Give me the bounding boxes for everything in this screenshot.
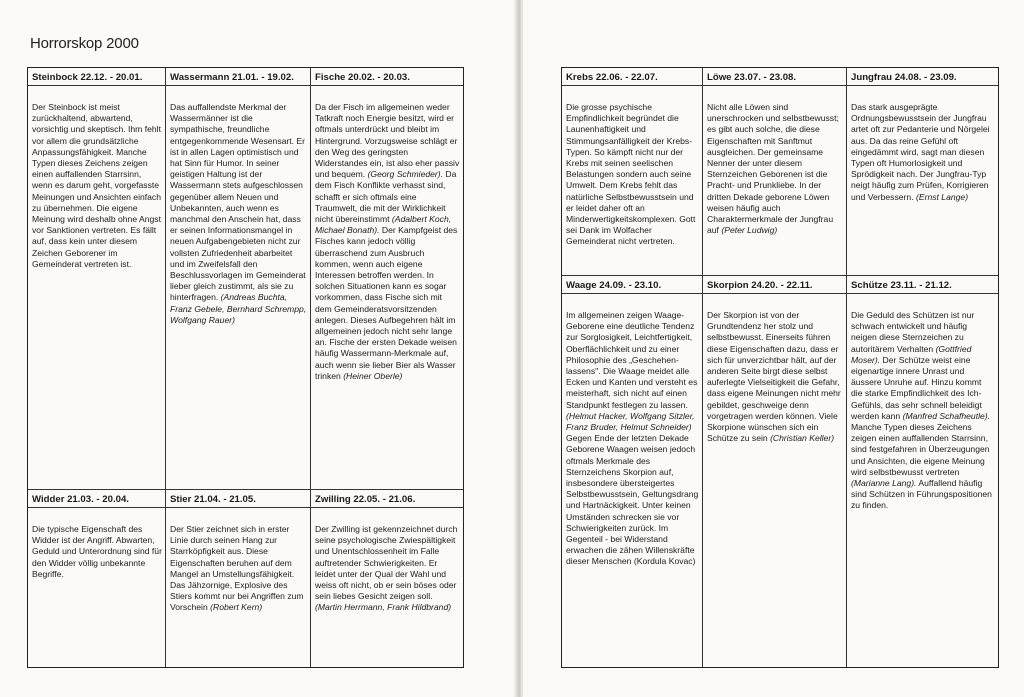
sign-text	[311, 86, 463, 382]
sign-cell-krebs	[562, 68, 703, 276]
sign-cell-waage	[562, 276, 703, 667]
sign-heading: Löwe 23.07. - 23.08.	[703, 68, 846, 86]
sign-author: (Marianne Lang).	[851, 478, 917, 489]
sign-description: Da der Fisch im allgemeinen weder Tatkraft noch Energie besitzt, wird er oftmals unterdrückt und bleibt im Hintergrund. Vorzugsweise schlägt er den Weg des geringsten Widerstandes ein, ist also eher passiv und bequem.	[315, 102, 460, 180]
sign-description: Der Zwilling ist gekennzeichnet durch seine psychologische Zwiespältigkeit und Unentschlossenheit im Falle auftretender Schwierigkeiten. Er leidet unter der Qual der Wahl und weiss oft nicht, ob er sein böses oder sein liebes Gesicht zeigen soll.	[315, 524, 458, 602]
sign-cell-wassermann	[166, 68, 311, 490]
sign-text	[847, 294, 998, 512]
sign-cell-jungfrau	[847, 68, 998, 276]
sign-cell-zwilling	[311, 490, 463, 667]
sign-heading: Widder 21.03. - 20.04.	[28, 490, 165, 508]
sign-description: Manche Typen dieses Zeichens zeigen einen auffallenden Starrsinn, sind festgefahren in Überzeugungen und Ansichten, die eigene Meinung wird selbstbewusst vertreten	[851, 422, 990, 477]
sign-description: Im allgemeinen zeigen Waage-Geborene eine deutliche Tendenz zur Sorglosigkeit, Leichtfertigkeit, Oberflächlichkeit und zu einer Philosophie des „Geschehen-lassens". Die Waage meidet alle Ecken und Kanten und versteht es meisterhaft, sich nicht auf einen Standpunkt festlegen zu lassen.	[566, 310, 698, 410]
sign-heading: Krebs 22.06. - 22.07.	[562, 68, 702, 86]
sign-heading: Fische 20.02. - 20.03.	[311, 68, 463, 86]
sign-author: (Georg Schmieder).	[367, 169, 444, 180]
sign-cell-stier	[166, 490, 311, 667]
sign-heading: Steinbock 22.12. - 20.01.	[28, 68, 165, 86]
sign-description: Auffallend häufig sind Schützen in Führungspositionen zu finden.	[851, 478, 992, 511]
sign-text	[311, 508, 463, 614]
sign-heading: Schütze 23.11. - 21.12.	[847, 276, 998, 294]
horoscope-table-left	[27, 67, 464, 668]
sign-text	[562, 294, 702, 568]
sign-heading: Stier 21.04. - 21.05.	[166, 490, 310, 508]
sign-description: Nicht alle Löwen sind unerschrocken und selbstbewusst; es gibt auch solche, die diese Eigenschaften mit Sanftmut ausgleichen. Der gemeinsame Nenner der unter diesem Sternzeichen Geborenen ist die Pracht- und Prunkliebe. In der dritten Dekade geborene Löwen weisen häufig auch Charaktermerkmale der Jungfrau auf	[707, 102, 839, 236]
sign-author: (Kordula Kovac)	[633, 556, 696, 567]
sign-description: Die grosse psychische Empfindlichkeit begründet die Launenhaftigkeit und Stimmungsanfälligkeit der Krebs-Typen. So kämpft nicht nur der Krebs mit seinen seelischen Belastungen sondern auch seine Umwelt. Dem Krebs fehlt das natürliche Selbstbewusstsein und er leidet daher oft an Minderwertigkeitskomplexen. Gott sei Dank im Wolfacher Gemeinderat nicht vertreten.	[566, 102, 696, 247]
sign-description: Der Steinbock ist meist zurückhaltend, abwartend, vorsichtig und skeptisch. Ihm fehlt vor allem die grundsätzliche Anpassungsfähigkeit. Manche Typen dieses Zeichens zeigen einen auffallenden Starrsinn, wenn es darum geht, vorgefasste Meinungen und Ansichten einfach zu übernehmen. Die eigene Meinung wird deshalb ohne Angst vor Sanktionen vertreten. Es fällt auf, dass kein unter diesem Zeichen Geborener im Gemeinderat vertreten ist.	[32, 102, 162, 269]
sign-heading: Jungfrau 24.08. - 23.09.	[847, 68, 998, 86]
sign-heading: Skorpion 24.20. - 22.11.	[703, 276, 846, 294]
sign-author: (Andreas Buchta, Franz Gebele, Bernhard Schrempp, Wolfgang Rauer)	[170, 292, 307, 325]
sign-description: Der Schütze weist eine eigenartige innere Unrast und äussere Unruhe auf. Hinzu kommt die starke Empfindlichkeit des Ich-Gefühls, das sehr schnell beleidigt werden kann	[851, 354, 982, 421]
sign-text	[166, 86, 310, 326]
sign-author: (Peter Ludwig)	[721, 225, 778, 236]
sign-text	[703, 86, 846, 236]
sign-author: (Martin Herrmann, Frank Hildbrand)	[315, 602, 452, 613]
sign-cell-fische	[311, 68, 463, 490]
sign-description: Die Geduld des Schützen ist nur schwach entwickelt und häufig neigen diese Sternzeichen zu autoritärem Verhalten	[851, 310, 975, 354]
sign-cell-skorpion	[703, 276, 847, 667]
sign-heading: Zwilling 22.05. - 21.06.	[311, 490, 463, 508]
sign-cell-steinbock	[28, 68, 166, 490]
sign-text	[166, 508, 310, 614]
sign-author: (Helmut Hacker, Wolfgang Sitzler, Franz Bruder, Helmut Schneider)	[566, 410, 695, 433]
sign-author: (Christian Keller)	[770, 433, 835, 444]
page-title: Horrorskop 2000	[30, 35, 139, 52]
sign-description: Das stark ausgeprägte Ordnungsbewusstsein der Jungfrau artet oft zur Pedanterie und Nörgelei aus. Da das reine Gefühl oft eingedämmt wird, sagt man diesen Typen oft Humorlosigkeit und Sprödigkeit nach. Der Jungfrau-Typ neigt häufig zum Prüfen, Korrigieren und Verbessern.	[851, 102, 990, 202]
sign-description: Da dem Fisch Konflikte verhasst sind, schafft er sich oftmals eine Traumwelt, die mit der Wirklichkeit nicht übereinstimmt	[315, 169, 457, 225]
sign-author: (Gottfried Moser).	[851, 343, 972, 365]
sign-author: (Manfred Schafheutle).	[902, 410, 991, 421]
sign-cell-widder	[28, 490, 166, 667]
sign-heading: Waage 24.09. - 23.10.	[562, 276, 702, 294]
sign-author: (Robert Kern)	[210, 602, 263, 613]
sign-text	[703, 294, 846, 444]
sign-description: Der Skorpion ist von der Grundtendenz her stolz und selbstbewusst. Einerseits führen diese Eigenschaften dazu, dass er sich für unverzichtbar hält, auf der anderen Seite birgt diese selbst auferlegte Vielseitigkeit die Gefahr, dass eigene Meinungen nicht mehr gebildet, geschweige denn vorgetragen werden können. Viele Skorpione wünschen sich ein Schütze zu sein	[707, 310, 841, 444]
sign-text	[28, 86, 165, 270]
sign-text	[847, 86, 998, 203]
sign-text	[562, 86, 702, 248]
sign-author: (Adalbert Koch, Michael Bonath).	[315, 214, 452, 236]
sign-description: Gegen Ende der letzten Dekade Geborene Waagen weisen jedoch oftmals Merkmale des Sternzeichens Skorpion auf, insbesondere übersteigertes Selbstbewusstsein, Geltungsdrang und Hartnäckigkeit. Unter keinen Umständen schrecken sie vor Schwierigkeiten zurück. Im Gegenteil - bei Widerstand erwachen die zähen Willenskräfte dieser Menschen	[566, 433, 699, 567]
horoscope-table-right	[561, 67, 999, 668]
sign-description: Der Stier zeichnet sich in erster Linie durch seinen Hang zur Starrköpfigkeit aus. Diese Eigenschaften beruhen auf dem Mangel an Umstellungsfähigkeit. Das Jähzornige, Explosive des Stiers kommt nur bei Angriffen zum Vorschein	[170, 524, 304, 613]
sign-cell-loewe	[703, 68, 847, 276]
sign-heading: Wassermann 21.01. - 19.02.	[166, 68, 310, 86]
sign-author: (Ernst Lange)	[915, 191, 969, 202]
sign-description: Der Kampfgeist des Fisches kann jedoch völlig überraschend zum Ausbruch kommen, wenn auch eigene Interessen betroffen werden. In solchen Situationen kann es sogar vorkommen, dass Fische sich mit dem Gemeinderatsvorsitzenden anlegen. Dieses Aufbegehren hält im allgemeinen jedoch nicht sehr lange an. Fische der ersten Dekade weisen häufig Wassermann-Merkmale auf, auch wenn sie lieber Bier als Wasser trinken	[315, 225, 458, 381]
sign-description: Das auffallendste Merkmal der Wassermänner ist die sympathische, freundliche entgegenkommende Wesensart. Er ist in allen Lagen optimistisch und hat Sinn für Humor. In seiner geistigen Haltung ist der Wassermann stets aufgeschlossen gegenüber allem Neuen und Unbekannten, auch wenn es manchmal den Anschein hat, dass er seinen Informationsmangel in neuen Aufgabengebieten nicht zur vollsten Zufriedenheit abarbeitet und im Zweifelsfall den Beschlussvorlagen im Gemeinderat lieber gleich zustimmt, als sie zu hinterfragen.	[170, 102, 306, 303]
sign-text	[28, 508, 165, 580]
sign-cell-schuetze	[847, 276, 998, 667]
sign-description: Die typische Eigenschaft des Widder ist der Angriff. Abwarten, Geduld und Unterordnung sind für den Widder völlig unbekannte Begriffe.	[32, 524, 162, 579]
sign-author: (Heiner Oberle)	[343, 370, 403, 381]
